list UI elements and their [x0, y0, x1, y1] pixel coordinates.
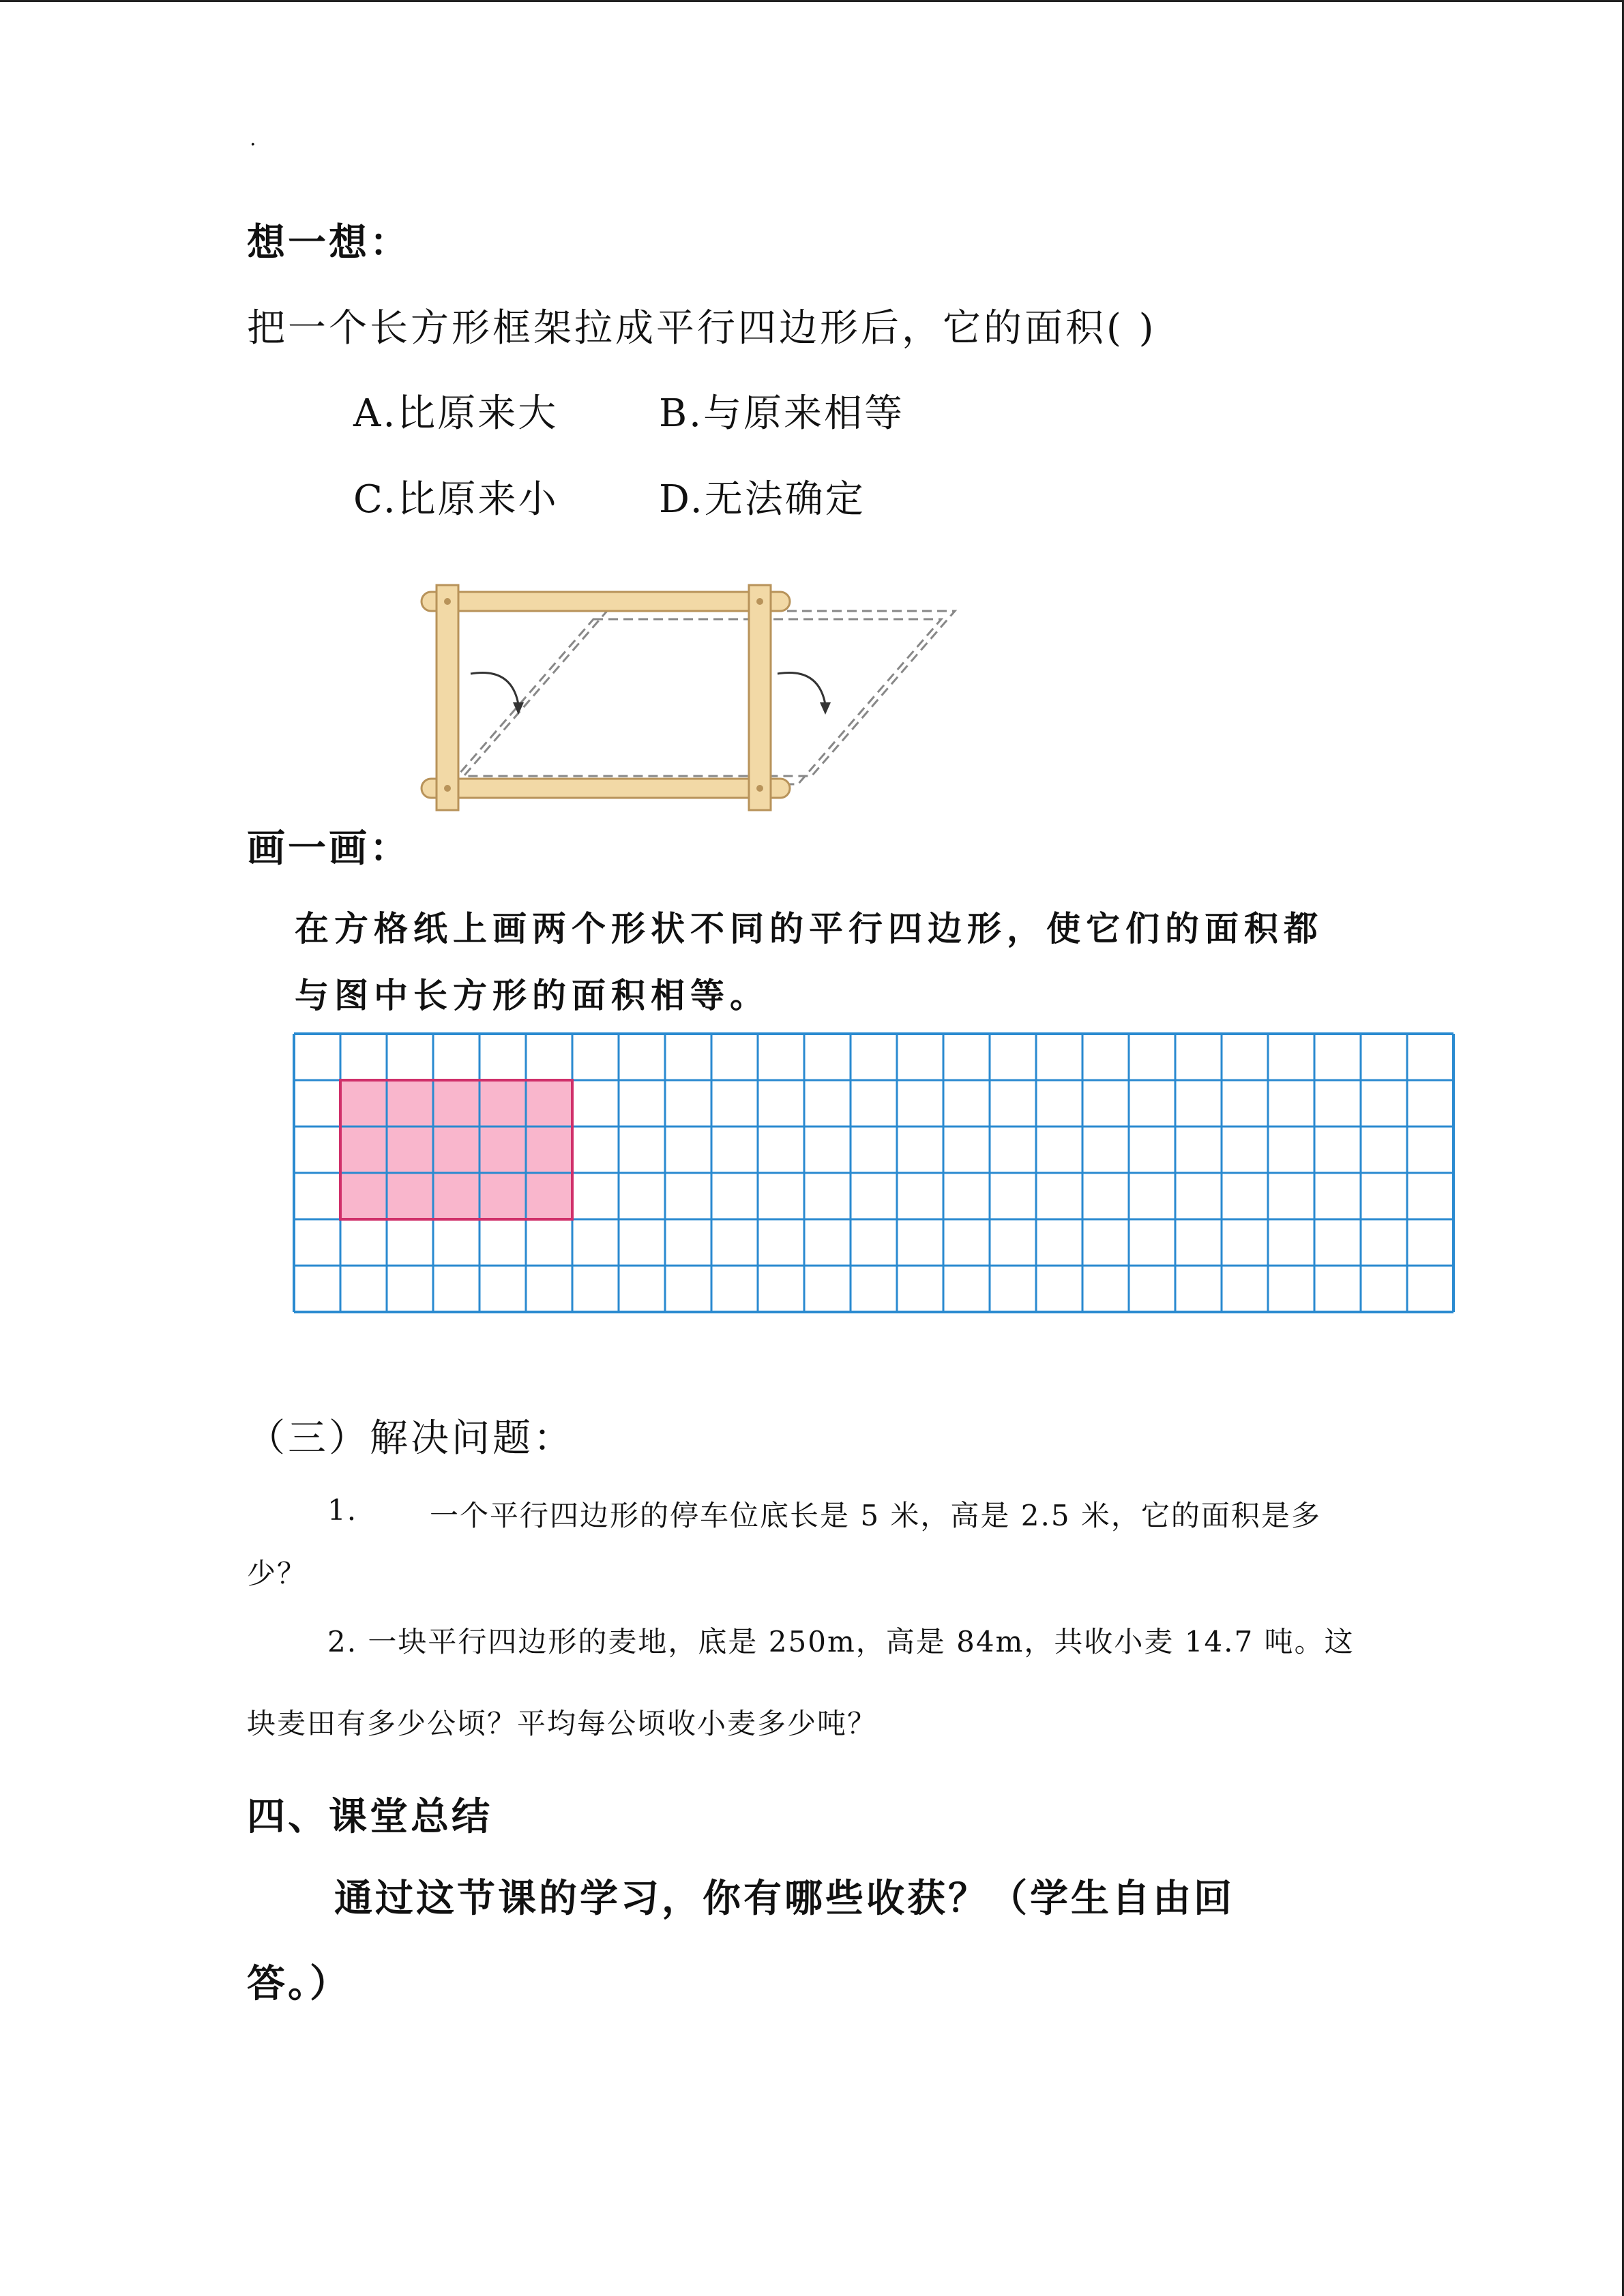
- problem2-line2: 块麦田有多少公顷？平均每公顷收小麦多少吨？: [247, 1707, 878, 1740]
- frame-left-post: [437, 585, 458, 810]
- option-b: B.与原来相等: [659, 391, 904, 436]
- problem1-line2: 少？: [247, 1557, 308, 1590]
- problem1-line1: 一个平行四边形的停车位底长是 5 米，高是 2.5 米，它的面积是多: [430, 1499, 1321, 1532]
- pink-rectangle: [340, 1080, 572, 1219]
- summary-heading: 四、课堂总结: [247, 1794, 492, 1839]
- think-heading: 想一想：: [247, 220, 411, 265]
- problem1-number: 1.: [327, 1493, 358, 1527]
- option-c: C.比原来小: [353, 477, 559, 522]
- arrow-heads: [513, 702, 831, 715]
- think-question: 把一个长方形框架拉成平行四边形后，它的面积( ): [247, 306, 1157, 351]
- option-a: A.比原来大: [353, 391, 559, 436]
- problem2-line1: 2. 一块平行四边形的麦地，底是 250m，高是 84m，共收小麦 14.7 吨。这: [327, 1625, 1355, 1658]
- frame-bottom-bar: [422, 779, 790, 798]
- leading-mark: .: [250, 127, 256, 151]
- draw-instruction-line1: 在方格纸上画两个形状不同的平行四边形，使它们的面积都: [295, 909, 1323, 949]
- frame-illustration: [416, 571, 975, 817]
- draw-heading: 画一画：: [247, 826, 411, 871]
- frame-right-post: [749, 585, 771, 810]
- frame-nails: [444, 598, 763, 792]
- grid-paper: [292, 1032, 1456, 1314]
- draw-instruction-line2: 与图中长方形的面积相等。: [295, 976, 769, 1015]
- top-border: [0, 0, 1624, 2]
- summary-line1: 通过这节课的学习，你有哪些收获？（学生自由回: [334, 1876, 1235, 1921]
- solve-heading: （三）解决问题：: [247, 1416, 574, 1461]
- option-d: D.无法确定: [659, 477, 866, 522]
- parallelogram-dashed: [450, 611, 955, 784]
- frame-top-bar: [422, 592, 790, 611]
- summary-line2: 答。）: [247, 1961, 351, 2006]
